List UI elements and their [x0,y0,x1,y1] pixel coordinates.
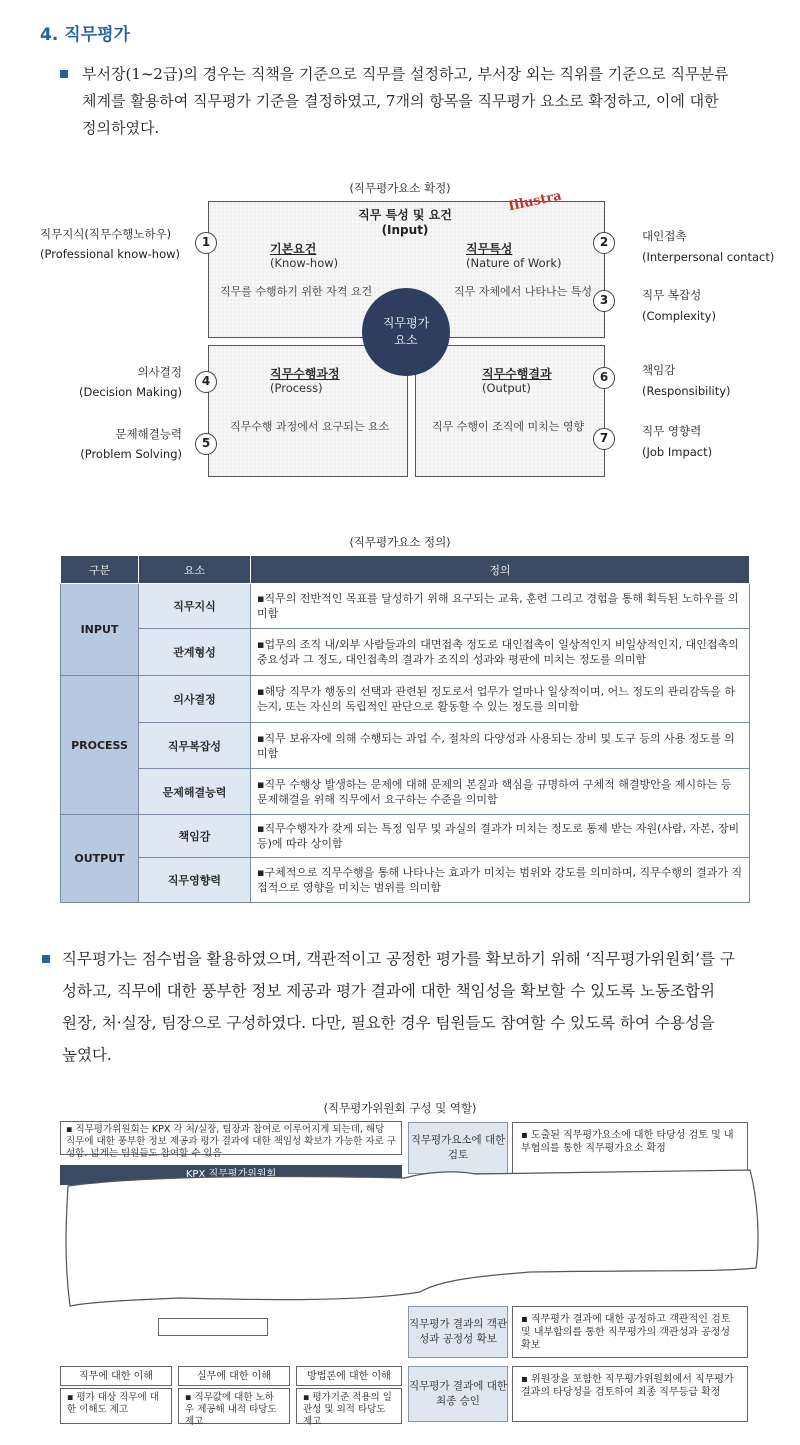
factor-label: 직무 복잡성 (Complexity) [642,288,716,323]
group-cell: OUTPUT [61,815,139,903]
torn-paper-overlay [60,1160,760,1320]
definition-cell: ▪직무수행자가 갖게 되는 특정 임무 및 과실의 결과가 미치는 정도로 통제 받는 자원(사람, 자본, 장비 등)에 따라 상이함 [251,815,750,858]
illustration-stamp: Illustra [507,188,563,215]
quadrant-sub: (Output) [482,381,531,395]
definition-cell: ▪구체적으로 직무수행을 통해 나타나는 효과가 미치는 범위와 강도를 의미하며, 직무수행의 결과가 직접적으로 영향을 미치는 범위를 의미함 [251,858,750,903]
intro-line: 정의하였다. [82,119,160,137]
quadrant-title: 직무수행과정 [270,367,340,381]
factor-number-icon: 7 [593,428,615,450]
role-label: 직무평가 결과의 객관성과 공정성 확보 [408,1306,508,1358]
factor-label: 직무 영향력 (Job Impact) [642,424,713,459]
quadrant-sub: (Process) [270,381,323,395]
role-label: 직무평가 결과에 대한 최종 승인 [408,1366,508,1422]
definition-table [60,555,750,903]
table-row [61,858,750,903]
intro-paragraph [82,61,782,142]
table-header: 구분 [61,556,139,584]
table-header: 정의 [251,556,750,584]
bullet-square-icon [42,955,50,963]
role-description: ▪ 직무평가 결과에 대한 공정하고 객관적인 검토 및 내부합의를 통한 직무평가의 객관성과 공정성 확보 [512,1306,748,1358]
understanding-title: 직무에 대한 이해 [60,1366,172,1386]
table-row [61,723,750,769]
element-cell: 직무지식 [139,584,251,629]
role-label: 직무평가요소에 대한 검토 [408,1122,508,1174]
factor-label: 문제해결능력 (Problem Solving) [80,427,182,461]
committee-caption: ⟨직무평가위원회 구성 및 역할⟩ [323,1101,477,1115]
center-circle [362,288,450,376]
table-header: 요소 [139,556,251,584]
method-line: 높였다. [62,1046,112,1064]
center-label: 직무평가 [382,316,430,330]
method-line: 직무평가는 점수법을 활용하였으며, 객관적이고 공정한 평가를 확보하기 위해 ‘직무평가위원회’를 구 [62,950,736,968]
quadrant-sub: (Nature of Work) [466,256,562,270]
table-caption: ⟨직무평가요소 정의⟩ [349,535,451,549]
understanding-title: 실무에 대한 이해 [178,1366,290,1386]
table-row [61,769,750,815]
factor-number-icon: 3 [593,290,615,312]
section-title: 직무평가 [64,25,130,45]
group-cell: INPUT [61,584,139,676]
quadrant-sub: (Know-how) [270,256,339,270]
element-cell: 직무영향력 [139,858,251,903]
intro-line: 체계를 활용하여 직무평가 기준을 결정하였고, 7개의 항목을 직무평가 요소로 확정하고, 이에 대한 [82,92,719,110]
quadrant-desc: 직무를 수행하기 위한 자격 요건 [220,285,373,298]
factor-number-icon: 2 [593,232,615,254]
committee-note: ▪ 직무평가위원회는 KPX 각 처/실장, 팀장과 참여로 이루어지게 되는데, 해당 직무에 대한 풍부한 정보 제공과 평가 결과에 대한 책임성 확보가 가능한 자로 구성함. 넓게는 팀원들도 참여할 수 있음 [60,1121,402,1155]
table-row [61,584,750,629]
definition-cell: ▪업무의 조직 내/외부 사람들과의 대면접촉 정도로 대인접촉이 일상적인지 비일상적인지, 대인접촉의 중요성과 그 정도, 대인접촉의 결과가 조직의 성과와 평판에 미치는 정도를 의미함 [251,629,750,676]
section-heading [40,20,130,45]
table-row [61,629,750,676]
factor-label: 대인접촉 (Interpersonal contact) [642,229,775,264]
factor-number-icon: 5 [195,433,217,455]
kpx-committee-header: KPX 직무평가위원회 [60,1165,402,1185]
method-paragraph [62,943,792,1071]
table-row [61,815,750,858]
element-cell: 관계형성 [139,629,251,676]
definition-cell: ▪해당 직무가 행동의 선택과 관련된 정도로서 업무가 얼마나 일상적이며, 어느 정도의 관리감독을 하는지, 또는 자신의 독립적인 판단으로 활동할 수 있는 정도를 의미함 [251,676,750,723]
section-number: 4. [40,25,59,45]
definition-cell: ▪직무의 전반적인 목표를 달성하기 위해 요구되는 교육, 훈련 그리고 경험을 통해 획득된 노하우를 의미함 [251,584,750,629]
diagram-caption: ⟨직무평가요소 확정⟩ [349,181,451,195]
method-line: 원장, 처·실장, 팀장으로 구성하였다. 다만, 필요한 경우 팀원들도 참여할 수 있도록 하여 수용성을 [62,1014,715,1032]
factor-number-icon: 4 [195,371,217,393]
input-title: 직무 특성 및 요건(Input) [358,208,452,237]
factor-number-icon: 6 [593,367,615,389]
quadrant-title: 직무수행결과 [482,367,552,381]
intro-line: 부서장(1~2급)의 경우는 직책을 기준으로 직무를 설정하고, 부서장 외는 직위를 기준으로 직무분류 [82,65,729,83]
table-row [61,676,750,723]
quadrant-desc: 직무 자체에서 나타나는 특성 [454,285,593,298]
factor-number-icon: 1 [195,232,217,254]
element-cell: 의사결정 [139,676,251,723]
element-cell: 직무복잡성 [139,723,251,769]
understanding-title: 방법론에 대한 이해 [296,1366,402,1386]
role-description: ▪ 위원장을 포함한 직무평가위원회에서 직무평가 결과의 타당성을 검토하여 최종 직무등급 확정 [512,1366,748,1422]
understanding-desc: ▪ 평가기준 적용의 일관성 및 외적 타당도 제고 [296,1388,402,1424]
factor-label: 의사결정 (Decision Making) [78,365,182,399]
definition-cell: ▪직무 수행상 발생하는 문제에 대해 문제의 본질과 핵심을 규명하여 구체적 해결방안을 제시하는 등 문제해결을 위해 직무에서 요구하는 수준을 의미함 [251,769,750,815]
understanding-desc: ▪ 직무값에 대한 노하우 제공해 내적 타당도 제고 [178,1388,290,1424]
quadrant-desc: 직무 수행이 조직에 미치는 영향 [432,420,585,433]
definition-cell: ▪직무 보유자에 의해 수행되는 과업 수, 절차의 다양성과 사용되는 장비 및 도구 등의 사용 정도를 의미함 [251,723,750,769]
quadrant-title: 기본요건 [270,242,317,256]
understanding-desc: ▪ 평가 대상 직무에 대한 이해도 제고 [60,1388,172,1424]
quadrant-desc: 직무수행 과정에서 요구되는 요소 [230,420,390,433]
factor-label: 직무지식(직무수행노하우) (Professional know-how) [40,227,181,261]
group-cell: PROCESS [61,676,139,815]
element-cell: 문제해결능력 [139,769,251,815]
factor-label: 책임감 (Responsibility) [642,363,731,398]
element-cell: 책임감 [139,815,251,858]
quadrant-title: 직무특성 [466,242,513,256]
center-label: 요소 [394,333,418,347]
table-header-row [61,556,750,584]
member-box [158,1318,268,1336]
bullet-square-icon [60,70,68,78]
method-line: 성하고, 직무에 대한 풍부한 정보 제공과 평가 결과에 대한 책임성을 확보할 수 있도록 노동조합위 [62,982,715,1000]
role-description: ▪ 도출된 직무평가요소에 대한 타당성 검토 및 내부협의를 통한 직무평가요소 확정 [512,1122,748,1174]
